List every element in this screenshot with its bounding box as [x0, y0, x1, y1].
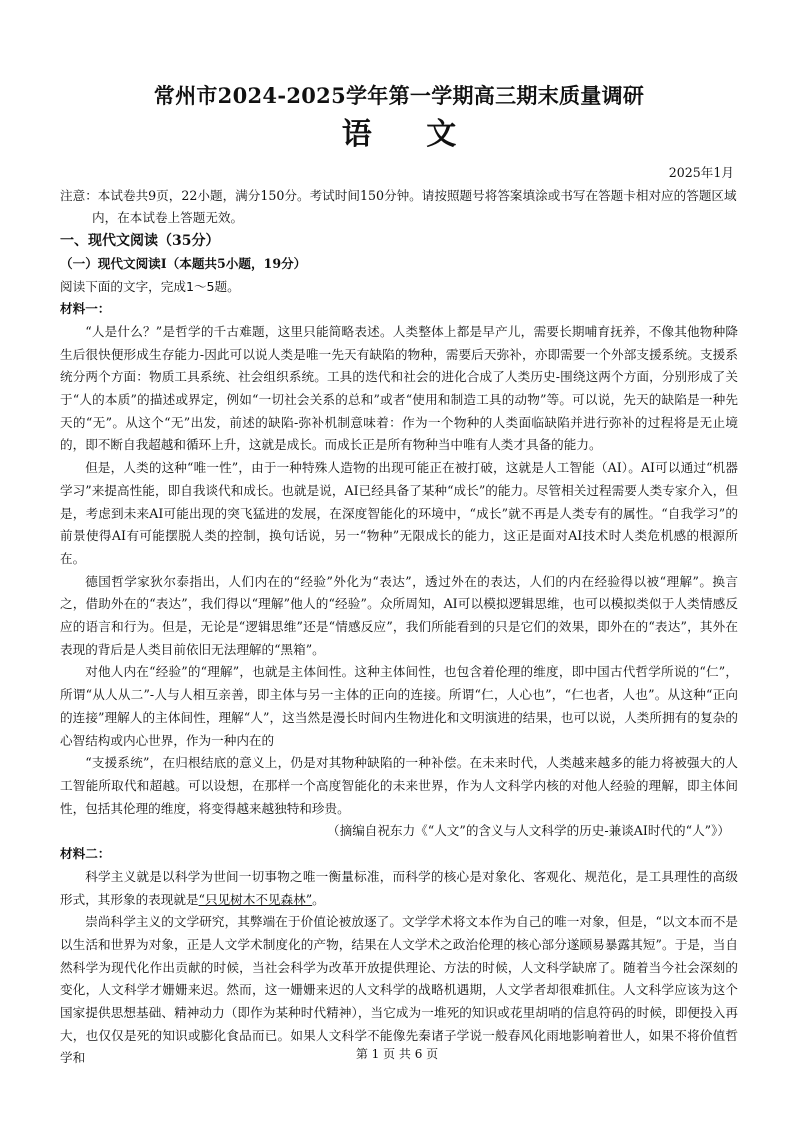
subsection-heading: （一）现代文阅读Ⅰ（本题共5小题，19分） [60, 255, 307, 271]
paragraph-text: 科学主义就是以科学为世间一切事物之唯一衡量标准，而科学的核心是对象化、客观化、规范化，是工具理性的高级形式，其形象的表现就是 [60, 868, 738, 907]
paragraph-text: 。 [312, 891, 325, 907]
exam-date: 2025年1月 [668, 165, 734, 180]
material-one-paragraph: “支援系统”，在归根结底的意义上，仍是对其物种缺陷的一种补偿。在未来时代，人类越来越多的能力将被强大的人工智能所取代和超越。可以设想，在那样一个高度智能化的未来世界，作为人文科学内核的对他人经验的理解，即主体间性，包括其伦理的维度，将变得越来越独特和珍贵。 [60, 755, 738, 816]
material-one-paragraph: 但是，人类的这种“唯一性”，由于一种特殊人造物的出现可能正在被打破，这就是人工智能（AI）。AI可以通过“机器学习”来提高性能，即自我谈代和成长。也就是说，AI已经具备了某种“成长”的能力。尽管相关过程需要人类专家介入，但是，考虑到未来AI可能出现的突飞猛进的发展，在深度智能化的环境中，“成长”就不再是人类专有的属性。“自我学习”的前景使得AI有可能摆脱人类的控制，换句话说，另一“物种”无限成长的能力，这正是面对AI技术时人类危机感的根源所在。 [60, 460, 738, 566]
material-one-paragraph: “人是什么？”是哲学的千古难题，这里只能简略表述。人类整体上都是早产儿，需要长期哺育抚养，不像其他物种降生后很快便形成生存能力-因此可以说人类是唯一先天有缺陷的物种，需要后天弥补，亦即需要一个外部支援系统。支援系统分两个方面：物质工具系统、社会组织系统。工具的迭代和社会的进化合成了人类历史-围绕这两个方面，分别形成了关于“人的本质”的描述或界定，例如“一切社会关系的总和”或者“使用和制造工具的动物”等。可以说，先天的缺陷是一种先天的“无”。从这个“无”出发，前述的缺陷-弥补机制意味着：作为一个物种的人类面临缺陷并进行弥补的过程将是无止境的，即不断自我超越和循环上升，这就是成长。而成长正是所有物种当中唯有人类才具备的能力。 [60, 323, 738, 453]
material-two-paragraph: 崇尚科学主义的文学研究，其弊端在于价值论被放逐了。文学学术将文本作为自己的唯一对象，但是，“以文本而不是以生活和世界为对象，正是人文学术制度化的产物，结果在人文学术之政治伦理的核心部分遂顾易暴露其短”。于是，当自然科学为现代化作出贡献的时候，当社会科学为改革开放提供理论、方法的时候，人文科学缺席了。随着当今社会深刻的变化，人文科学才姗姗来迟。然而，这一姗姗来迟的人文科学的战略机遇期，人文学者却很难抓住。人文科学应该为这个国家提供思想基础、精神动力（即作为某种时代精神），当它成为一堆死的知识或花里胡哨的信息符码的时候，即便投入再大，也仅仅是死的知识或膨化食品而已。如果人文科学不能像先秦诸子学说一般春风化雨地影响着世人，如果不将价值哲学和 [60, 914, 738, 1066]
material-one-label: 材料一： [60, 301, 111, 317]
material-one-paragraph: 对他人内在“经验”的“理解”，也就是主体间性。这种主体间性，也包含着伦理的维度，即中国古代哲学所说的“仁”，所谓“从人从二”-人与人相互亲善，即主体与另一主体的正向的连接。所谓“仁，人心也”，“仁也者，人也”。从这种“正向的连接”理解人的主体间性，理解“人”，这当然是漫长时间内生物进化和文明演进的结果，也可以说，人类所拥有的复杂的心智结构或内心世界，作为一种内在的 [60, 664, 738, 748]
exam-notice: 注意：本试卷共9页，22小题，满分150分。考试时间150分钟。请按照题号将答案填涂或书写在答题卡相对应的答题区域内，在本试卷上答题无效。 [60, 187, 737, 226]
subject-title: 语 文 [341, 117, 479, 152]
material-two-paragraph [60, 866, 738, 911]
underlined-phrase: “只见树木不见森林” [198, 891, 313, 907]
page-footer: 第 1 页 共 6 页 [355, 1047, 439, 1061]
material-one-source: （摘编自祝东力《“人文”的含义与人文科学的历史-兼谈AI时代的“人”》） [327, 823, 730, 839]
exam-title: 常州市2024-2025学年第一学期高三期末质量调研 [153, 83, 645, 108]
section-heading: 一、现代文阅读（35分） [60, 233, 220, 250]
material-one-paragraph: 德国哲学家狄尔泰指出，人们内在的“经验”外化为“表达”，透过外在的表达，人们的内在经验得以被“理解”。换言之，借助外在的“表达”，我们得以“理解”他人的“经验”。众所周知，AI可以模拟逻辑思维，也可以模拟类似于人类情感反应的语言和行为。但是，无论是“逻辑思维”还是“情感反应”，我们所能看到的只是它们的效果，即外在的“表达”，其外在表现的背后是人类目前依旧无法理解的“黑箱”。 [60, 573, 738, 657]
reading-instruction: 阅读下面的文字，完成1～5题。 [60, 278, 240, 294]
material-two-label: 材料二： [60, 846, 111, 862]
